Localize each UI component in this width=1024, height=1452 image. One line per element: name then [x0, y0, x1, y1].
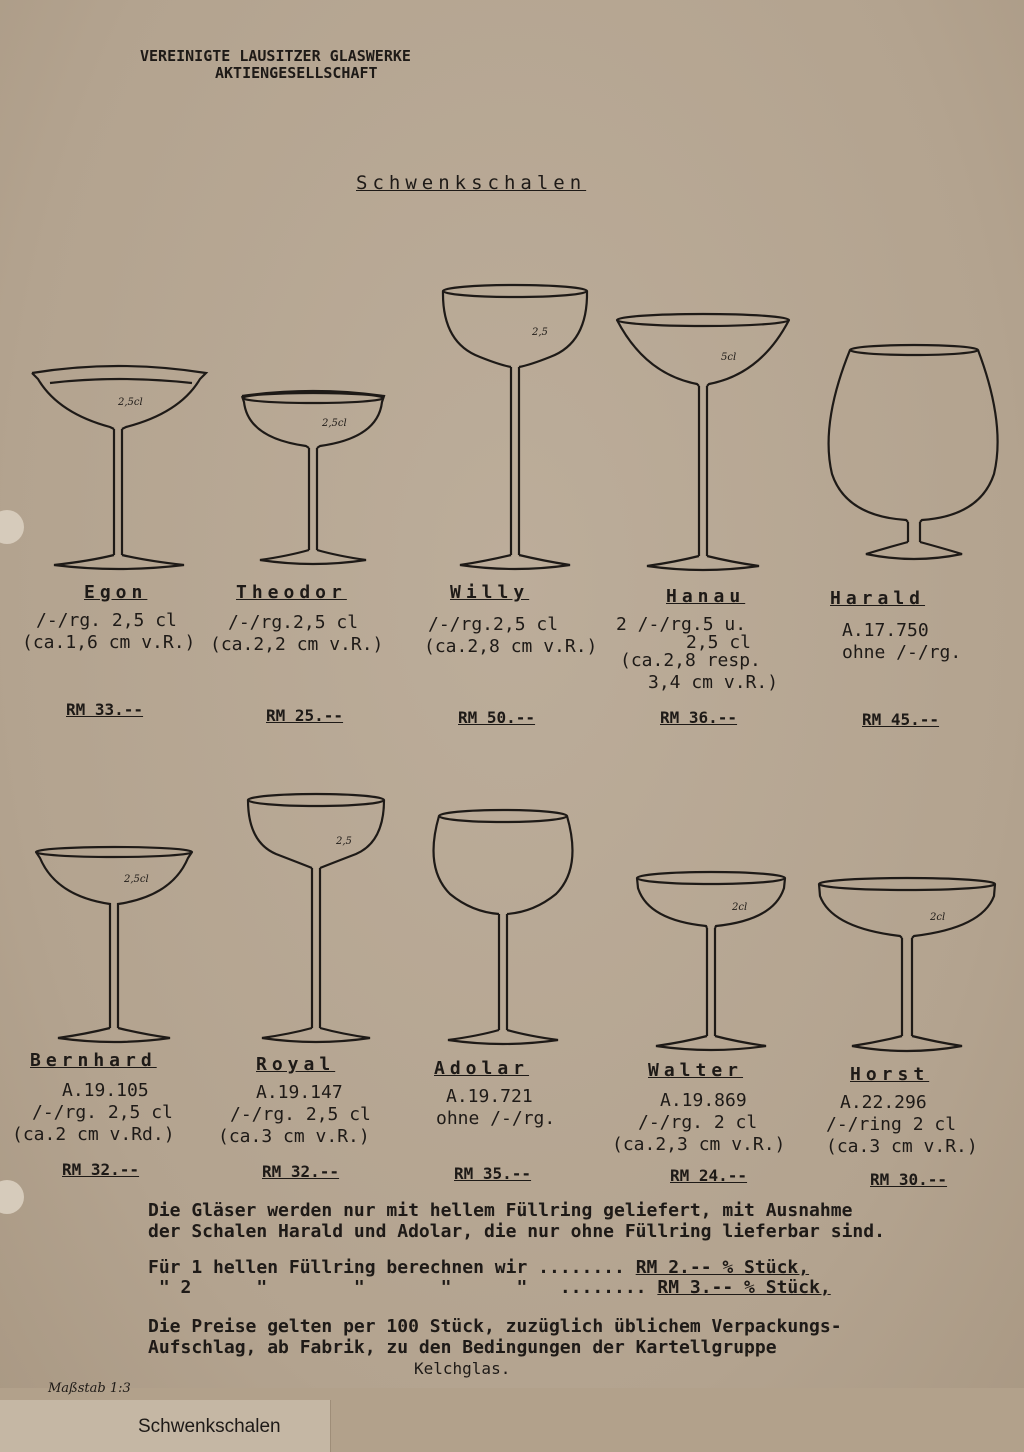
glass-spec-walter: /-/rg. 2 cl	[638, 1112, 758, 1133]
archive-label: Schwenkschalen	[138, 1416, 281, 1437]
glass-desc-horst	[826, 1092, 978, 1158]
glass-spec-horst: /-/ring 2 cl	[826, 1114, 957, 1135]
glass-name-theodor: Theodor	[236, 582, 347, 603]
price-terms	[148, 1316, 842, 1379]
glass-bernhard-drawing	[34, 846, 194, 1046]
page-title: Schwenkschalen	[356, 172, 587, 194]
price-hanau: RM 36.--	[660, 708, 738, 727]
punch-hole	[0, 1180, 24, 1214]
price-willy: RM 50.--	[458, 708, 536, 727]
surcharge-row-2-text: " 2 " " " "	[148, 1277, 528, 1298]
glass-ring-hanau: (ca.2,8 resp.	[620, 650, 761, 671]
glass-desc-bernhard	[12, 1080, 175, 1146]
terms-line-3: Kelchglas.	[414, 1359, 511, 1378]
glass-ring-harald: ohne /-/rg.	[842, 642, 962, 663]
glass-spec-bernhard: /-/rg. 2,5 cl	[32, 1102, 173, 1123]
glass-name-hanau: Hanau	[666, 586, 746, 607]
ring-mark-hanau: 5cl	[721, 352, 737, 363]
terms-line-1: Die Preise gelten per 100 Stück, zuzüglich üblichem Verpackungs-	[148, 1316, 842, 1337]
glass-name-harald: Harald	[830, 588, 926, 609]
glass-article-harald: A.17.750	[842, 620, 929, 641]
glass-spec-willy: /-/rg.2,5 cl	[428, 614, 559, 635]
glass-name-willy: Willy	[450, 582, 530, 603]
surcharge-row-1-text: Für 1 hellen Füllring berechnen wir	[148, 1257, 528, 1278]
glass-ring-walter: (ca.2,3 cm v.R.)	[612, 1134, 786, 1155]
glass-harald-drawing	[826, 344, 998, 576]
glass-ring-horst: (ca.3 cm v.R.)	[826, 1136, 978, 1157]
glass-ring-theodor: (ca.2,2 cm v.R.)	[210, 634, 384, 655]
glass-walter-drawing	[634, 870, 788, 1054]
glass-ring-adolar: ohne /-/rg.	[436, 1108, 556, 1129]
ring-mark-willy: 2,5	[532, 327, 548, 338]
glass-theodor-drawing	[238, 388, 388, 568]
price-royal: RM 32.--	[262, 1162, 340, 1181]
glass-article-adolar: A.19.721	[446, 1086, 533, 1107]
ring-mark-bernhard: 2,5cl	[124, 874, 149, 885]
glass-ring-willy: (ca.2,8 cm v.R.)	[424, 636, 598, 657]
glass-article-royal: A.19.147	[256, 1082, 343, 1103]
company-type: AKTIENGESELLSCHAFT	[215, 64, 378, 82]
glass-article-horst: A.22.296	[840, 1092, 927, 1113]
price-horst: RM 30.--	[870, 1170, 948, 1189]
note-line-1: Die Gläser werden nur mit hellem Füllring geliefert, mit Ausnahme	[148, 1200, 853, 1221]
glass-name-royal: Royal	[256, 1054, 336, 1075]
surcharge-row-2-dots: ........	[559, 1277, 647, 1298]
glass-ring-bernhard: (ca.2 cm v.Rd.)	[12, 1124, 175, 1145]
price-bernhard: RM 32.--	[62, 1160, 140, 1179]
glass-desc-theodor	[210, 612, 383, 656]
glass-desc-adolar	[436, 1086, 555, 1130]
surcharge-row-1-dots: ........	[538, 1257, 625, 1278]
glass-egon-drawing	[30, 365, 210, 575]
surcharge-row-2-price: RM 3.-- % Stück,	[657, 1277, 831, 1298]
glass-spec-egon: /-/rg. 2,5 cl	[36, 610, 177, 631]
glass-spec-theodor: /-/rg.2,5 cl	[228, 612, 359, 633]
glass-desc-egon	[22, 610, 195, 654]
glass-name-walter: Walter	[648, 1060, 744, 1081]
glass-willy-drawing	[440, 283, 590, 573]
price-harald: RM 45.--	[862, 710, 940, 729]
surcharge-row-1	[148, 1258, 831, 1278]
ring-mark-egon: 2,5cl	[118, 397, 143, 408]
ring-mark-walter: 2cl	[732, 902, 748, 913]
glass-horst-drawing	[816, 876, 998, 1056]
glass-article-bernhard: A.19.105	[62, 1080, 149, 1101]
glass-spec-hanau: 2 /-/rg.5 u.	[616, 614, 747, 635]
ring-mark-theodor: 2,5cl	[322, 418, 347, 429]
glass-royal-drawing	[246, 792, 386, 1046]
glass-ring-egon: (ca.1,6 cm v.R.)	[22, 632, 196, 653]
terms-line-2: Aufschlag, ab Fabrik, zu den Bedingungen der Kartellgruppe	[148, 1337, 777, 1358]
glass-ring-royal: (ca.3 cm v.R.)	[218, 1126, 370, 1147]
note-line-2: der Schalen Harald und Adolar, die nur ohne Füllring lieferbar sind.	[148, 1221, 885, 1242]
scale-note: Maßstab 1:3	[48, 1381, 131, 1396]
glass-name-bernhard: Bernhard	[30, 1050, 157, 1071]
glass-article-walter: A.19.869	[660, 1090, 747, 1111]
price-walter: RM 24.--	[670, 1166, 748, 1185]
glass-desc-harald	[842, 620, 961, 664]
company-name: VEREINIGTE LAUSITZER GLASWERKE	[140, 47, 411, 65]
glass-spec-royal: /-/rg. 2,5 cl	[230, 1104, 371, 1125]
fill-ring-note	[148, 1200, 885, 1242]
ring-mark-royal: 2,5	[336, 836, 352, 847]
glass-name-adolar: Adolar	[434, 1058, 530, 1079]
glass-ring-hanau-2: 3,4 cm v.R.)	[648, 672, 779, 693]
ring-mark-horst: 2cl	[930, 912, 946, 923]
price-adolar: RM 35.--	[454, 1164, 532, 1183]
company-header	[140, 48, 411, 82]
glass-desc-walter	[612, 1090, 785, 1156]
surcharge-row-2	[148, 1278, 831, 1298]
glass-volume-hanau: 2,5 cl	[686, 632, 752, 653]
price-theodor: RM 25.--	[266, 706, 344, 725]
glass-desc-royal	[218, 1082, 371, 1148]
glass-name-egon: Egon	[84, 582, 148, 603]
price-egon: RM 33.--	[66, 700, 144, 719]
surcharge-table	[148, 1258, 831, 1298]
glass-adolar-drawing	[428, 808, 578, 1048]
glass-desc-hanau	[616, 614, 778, 694]
glass-hanau-drawing	[615, 312, 791, 574]
glass-desc-willy	[424, 614, 597, 658]
punch-hole	[0, 510, 24, 544]
surcharge-row-1-price: RM 2.-- % Stück,	[635, 1257, 810, 1278]
glass-name-horst: Horst	[850, 1064, 930, 1085]
